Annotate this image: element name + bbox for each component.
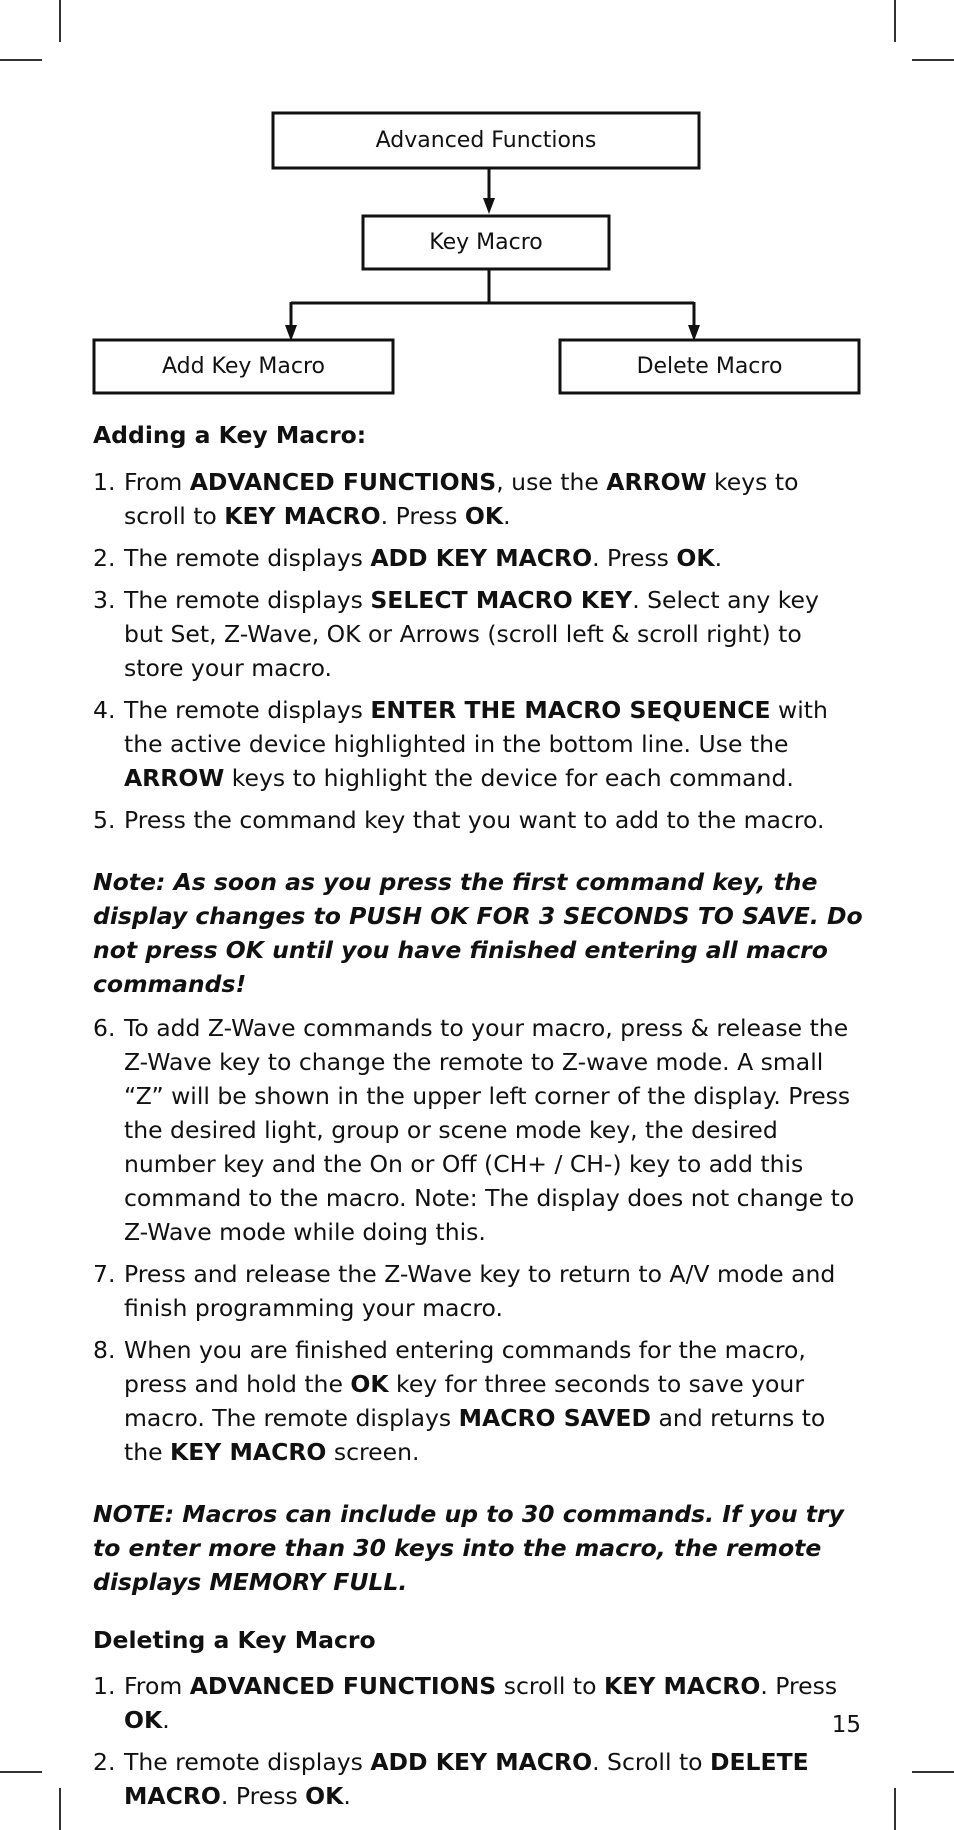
list-item — [93, 583, 863, 685]
adding-steps — [93, 465, 863, 837]
step-number: 2. — [93, 543, 116, 572]
list-item — [93, 1745, 863, 1813]
adding-steps-continued — [93, 1011, 863, 1469]
leaf-left-label: Add Key Macro — [161, 354, 326, 379]
list-item — [93, 803, 863, 837]
step-text: From ADVANCED FUNCTIONS scroll to KEY MACRO. Press OK. — [124, 1672, 838, 1735]
step-text: The remote displays ENTER THE MACRO SEQUENCE with the active device highlighted in the bottom line. Use the ARROW keys to highlight the device for each command. — [124, 695, 828, 792]
list-item — [93, 1011, 863, 1249]
step-number: 4. — [93, 695, 116, 724]
note-first-command: Note: As soon as you press the first command key, the display changes to PUSH OK FOR 3 SECONDS TO SAVE. Do not press OK until you have finished entering all macro commands! — [93, 867, 863, 998]
step-text: When you are finished entering commands for the macro, press and hold the OK key for three seconds to save your macro. The remote displays MACRO SAVED and returns to the KEY MACRO screen. — [124, 1335, 826, 1466]
note-memory-full: NOTE: Macros can include up to 30 commands. If you try to enter more than 30 keys into the macro, the remote displays MEMORY FULL. — [93, 1499, 844, 1596]
step-text: The remote displays SELECT MACRO KEY. Select any key but Set, Z-Wave, OK or Arrows (scroll left & scroll right) to store your macro. — [124, 585, 819, 682]
crop-mark — [0, 1771, 42, 1773]
root-label: Advanced Functions — [375, 128, 597, 153]
adding-heading: Adding a Key Macro: — [93, 421, 367, 449]
step-number: 5. — [93, 805, 116, 834]
list-item — [93, 541, 863, 575]
step-text: From ADVANCED FUNCTIONS, use the ARROW keys to scroll to KEY MACRO. Press OK. — [124, 467, 799, 530]
step-number: 8. — [93, 1335, 116, 1364]
step-text: The remote displays ADD KEY MACRO. Scroll to DELETE MACRO. Press OK. — [124, 1748, 809, 1811]
step-text: Press and release the Z-Wave key to return to A/V mode and finish programming your macro. — [124, 1259, 836, 1322]
deleting-heading: Deleting a Key Macro — [93, 1625, 376, 1654]
list-item — [93, 1257, 863, 1325]
page-number: 15 — [831, 1712, 861, 1738]
list-item — [93, 693, 863, 795]
leaf-right-label: Delete Macro — [636, 354, 783, 379]
step-number: 3. — [93, 585, 116, 614]
step-number: 1. — [93, 467, 116, 496]
list-item — [93, 465, 863, 533]
step-number: 1. — [93, 1672, 116, 1701]
step-text: To add Z-Wave commands to your macro, press & release the Z-Wave key to change the remote to Z-wave mode. A small “Z” will be shown in the upper left corner of the display. Press the desired light, group or scene mode key, the desired number key and the On or Off (CH+ / CH-) key to add this command to the macro. Note: The display does not change to Z-Wave mode while doing this. — [124, 1013, 855, 1246]
step-number: 2. — [93, 1748, 116, 1777]
deleting-steps — [93, 1669, 863, 1813]
instructions — [93, 420, 863, 1821]
crop-mark — [59, 1788, 61, 1830]
step-number: 6. — [93, 1013, 116, 1042]
crop-mark — [894, 1788, 896, 1830]
step-text: Press the command key that you want to add to the macro. — [124, 805, 825, 834]
list-item — [93, 1333, 863, 1469]
child-label: Key Macro — [429, 230, 543, 255]
arrow-head — [483, 198, 495, 214]
list-item — [93, 1669, 863, 1737]
step-number: 7. — [93, 1259, 116, 1288]
step-text: The remote displays ADD KEY MACRO. Press OK. — [124, 543, 723, 572]
crop-mark — [912, 1771, 954, 1773]
